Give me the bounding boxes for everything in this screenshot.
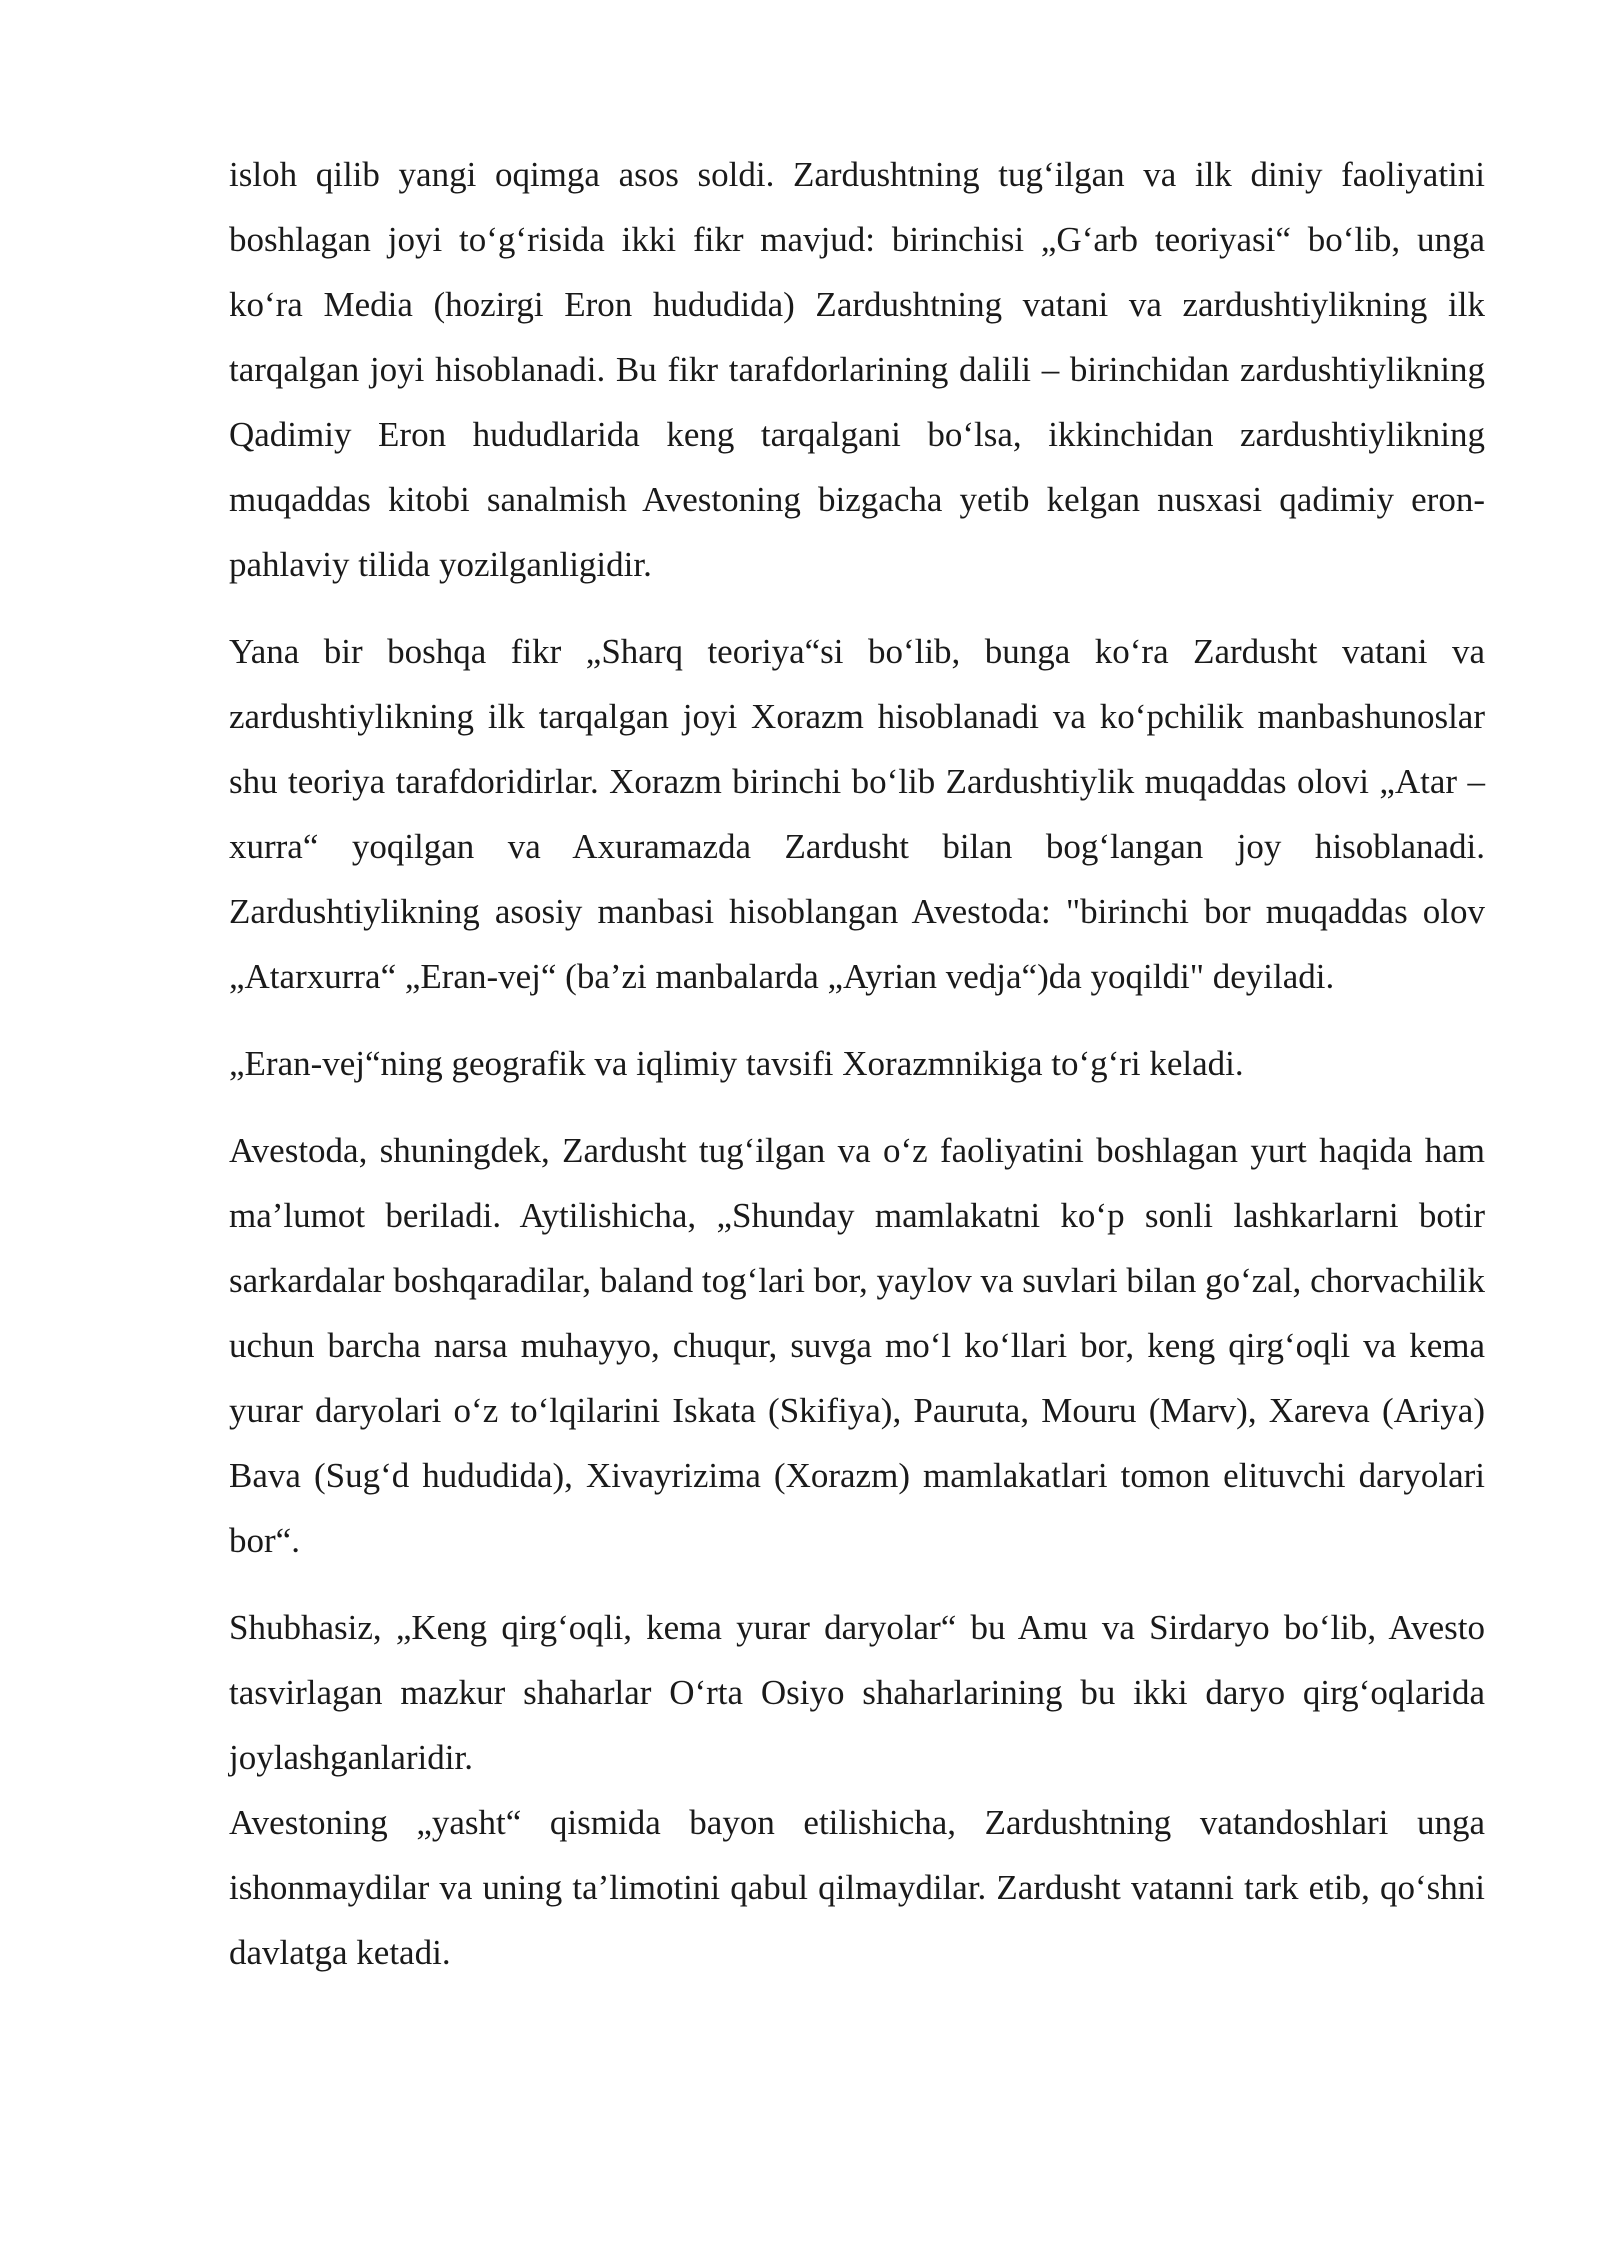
paragraph-yasht-exile: Avestoning „yasht“ qismida bayon etilishicha, Zardushtning vatandoshlari unga ishonmaydilar va uning ta’limotini qabul qilmaydilar. Zardusht vatanni tark etib, qo‘shni davlatga ketadi.	[229, 1803, 1485, 1972]
paragraph-avesta-homeland-description: Avestoda, shuningdek, Zardusht tug‘ilgan va o‘z faoliyatini boshlagan yurt haqida ham ma’lumot beriladi. Aytilishicha, „Shunday mamlakatni ko‘p sonli lashkarlarni botir sarkardalar boshqaradilar, baland tog‘lari bor, yaylov va suvlari bilan go‘zal, chorvachilik uchun barcha narsa muhayyo, chuqur, suvga mo‘l ko‘llari bor, keng qirg‘oqli va kema yurar daryolari o‘z to‘lqilarini Iskata (Skifiya), Pauruta, Mouru (Marv), Xareva (Ariya) Bava (Sug‘d hududida), Xivayrizima (Xorazm) mamlakatlari tomon elituvchi daryolari bor“.	[229, 1131, 1485, 1560]
document-body	[229, 142, 1485, 1985]
paragraph-eran-vej: „Eran-vej“ning geografik va iqlimiy tavsifi Xorazmnikiga to‘g‘ri keladi.	[229, 1044, 1244, 1083]
paragraph-rivers-amu-sirdaryo: Shubhasiz, „Keng qirg‘oqli, kema yurar daryolar“ bu Amu va Sirdaryo bo‘lib, Avesto tasvirlagan mazkur shaharlar O‘rta Osiyo shaharlarining bu ikki daryo qirg‘oqlarida joylashganlaridir.	[229, 1608, 1485, 1777]
paragraph-zoroaster-birthplace-west-theory: isloh qilib yangi oqimga asos soldi. Zardushtning tug‘ilgan va ilk diniy faoliyatini boshlagan joyi to‘g‘risida ikki fikr mavjud: birinchisi „G‘arb teoriyasi“ bo‘lib, unga ko‘ra Media (hozirgi Eron hududida) Zardushtning vatani va zardushtiylikning ilk tarqalgan joyi hisoblanadi. Bu fikr tarafdorlarining dalili – birinchidan zardushtiylikning Qadimiy Eron hududlarida keng tarqalgani bo‘lsa, ikkinchidan zardushtiylikning muqaddas kitobi sanalmish Avestoning bizgacha yetib kelgan nusxasi qadimiy eron-pahlaviy tilida yozilganligidir.	[229, 155, 1485, 584]
paragraph-east-theory-khorezm: Yana bir boshqa fikr „Sharq teoriya“si bo‘lib, bunga ko‘ra Zardusht vatani va zardushtiylikning ilk tarqalgan joyi Xorazm hisoblanadi va ko‘pchilik manbashunoslar shu teoriya tarafdoridirlar. Xorazm birinchi bo‘lib Zardushtiylik muqaddas olovi „Atar – xurra“ yoqilgan va Axuramazda Zardusht bilan bog‘langan joy hisoblanadi. Zardushtiylikning asosiy manbasi hisoblangan Avestoda: "birinchi bor muqaddas olov „Atarxurra“ „Eran-vej“ (ba’zi manbalarda „Ayrian vedja“)da yoqildi" deyiladi.	[229, 632, 1485, 996]
